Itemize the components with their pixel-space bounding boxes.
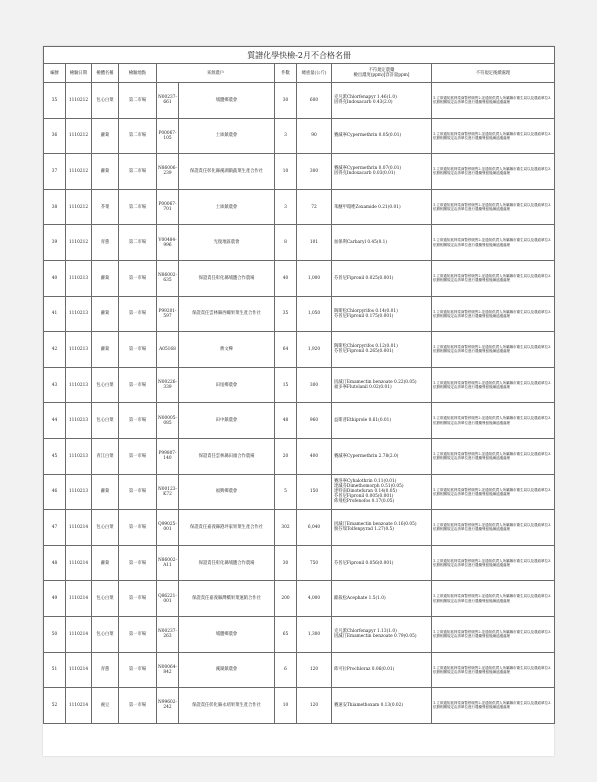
cell-disposition: 1.立即通知抵押菜商暫停販售2.並通知供貨人所屬縣市衛生局以及農政單位3.依據相關規定由該單位進行農藥殘留後續追蹤處理 xyxy=(432,367,555,403)
cell-disposition: 1.立即通知抵押菜商暫停販售2.並通知供貨人所屬縣市衛生局以及農政單位3.依據相關規定由該單位進行農藥殘留後續追蹤處理 xyxy=(432,688,555,724)
cell-disposition: 1.立即通知抵押菜商暫停販售2.並通知供貨人所屬縣市衛生局以及農政單位3.依據相關規定由該單位進行農藥殘留後續追蹤處理 xyxy=(432,189,555,225)
cell-no: 48 xyxy=(44,545,66,581)
cell-location: 第一市場 xyxy=(119,616,157,652)
cell-product: 豌豆 xyxy=(92,688,119,724)
cell-disposition: 1.立即通知抵押菜商暫停販售2.並通知供貨人所屬縣市衛生局以及農政單位3.依據相關規定由該單位進行農藥殘留後續追蹤處理 xyxy=(432,545,555,581)
cell-location: 第一市場 xyxy=(119,474,157,510)
cell-location: 第二市場 xyxy=(119,189,157,225)
cell-location: 第一市場 xyxy=(119,438,157,474)
cell-code: P99201-597 xyxy=(157,296,179,332)
cell-source: 保證責任彰化縣埔鹽合作農場 xyxy=(179,260,275,296)
header-action: 不符規定後續處理 xyxy=(432,64,555,83)
cell-disposition: 1.立即通知抵押菜商暫停販售2.並通知供貨人所屬縣市衛生局以及農政單位3.依據相關規定由該單位進行農藥殘留後續追蹤處理 xyxy=(432,403,555,439)
cell-code: P00067-701 xyxy=(157,189,179,225)
table-row xyxy=(44,403,555,439)
cell-date: 1110213 xyxy=(66,296,92,332)
cell-location: 第一市場 xyxy=(119,332,157,368)
cell-date: 1110213 xyxy=(66,438,92,474)
cell-weight: 750 xyxy=(297,545,332,581)
cell-count: 3 xyxy=(275,118,297,154)
drug-entry: 益斯普Ethiprole 0.61(0.01) xyxy=(334,418,392,424)
header-location: 檢驗地點 xyxy=(119,64,157,83)
table-row xyxy=(44,154,555,190)
cell-disposition: 1.立即通知抵押菜商暫停販售2.並通知供貨人所屬縣市衛生局以及農政單位3.依據相關規定由該單位進行農藥殘留後續追蹤處理 xyxy=(432,332,555,368)
drug-entry: 達滅芬Dimethomorph 0.51(0.05) xyxy=(334,484,404,490)
cell-date: 1110214 xyxy=(66,688,92,724)
drug-entry: 歐殺松Acephate 1.5(1.0) xyxy=(334,596,386,602)
header-drug-line2: 檢出濃度(ppm)[容許量ppm] xyxy=(353,73,410,78)
inspection-table xyxy=(43,46,555,724)
cell-source: 埔鹽鄉農會 xyxy=(179,616,275,652)
drug-entry: 加保利Carbaryl 0.45(0.1) xyxy=(334,240,388,246)
table-row xyxy=(44,260,555,296)
cell-weight: 300 xyxy=(297,367,332,403)
cell-source: 蔣文樺 xyxy=(179,332,275,368)
cell-no: 45 xyxy=(44,438,66,474)
cell-weight: 6,040 xyxy=(297,510,332,546)
cell-weight: 72 xyxy=(297,189,332,225)
table-header-row xyxy=(44,64,555,83)
cell-no: 49 xyxy=(44,581,66,617)
cell-count: 10 xyxy=(275,688,297,724)
cell-source: 保證責任嘉義縣港坪家果菜生產合作社 xyxy=(179,510,275,546)
cell-location: 第一市場 xyxy=(119,510,157,546)
cell-disposition: 1.立即通知抵押菜商暫停販售2.並通知供貨人所屬縣市衛生局以及農政單位3.依據相關規定由該單位進行農藥殘留後續追蹤處理 xyxy=(432,83,555,119)
cell-no: 36 xyxy=(44,118,66,154)
cell-date: 1110213 xyxy=(66,367,92,403)
cell-date: 1110214 xyxy=(66,581,92,617)
cell-date: 1110212 xyxy=(66,154,92,190)
cell-count: 30 xyxy=(275,83,297,119)
drug-entry: 陶斯松Chlorpyrifos 0.12(0.01) xyxy=(334,344,398,350)
cell-drugs xyxy=(332,332,432,368)
cell-no: 46 xyxy=(44,474,66,510)
cell-source: 保證責任雲林縣西螺果菜生產合作社 xyxy=(179,296,275,332)
cell-weight: 400 xyxy=(297,438,332,474)
table-row xyxy=(44,438,555,474)
table-row xyxy=(44,545,555,581)
cell-disposition: 1.立即通知抵押菜商暫停販售2.並通知供貨人所屬縣市衛生局以及農政單位3.依據相關規定由該單位進行農藥殘留後續追蹤處理 xyxy=(432,225,555,261)
cell-location: 第一市場 xyxy=(119,545,157,581)
cell-product: 包心白菜 xyxy=(92,616,119,652)
cell-no: 52 xyxy=(44,688,66,724)
cell-date: 1110214 xyxy=(66,545,92,581)
cell-location: 第一市場 xyxy=(119,581,157,617)
cell-weight: 1,000 xyxy=(297,260,332,296)
cell-weight: 1,920 xyxy=(297,332,332,368)
cell-source: 田中鎮農會 xyxy=(179,403,275,439)
cell-weight: 300 xyxy=(297,154,332,190)
header-drug-line1: 不符規定農藥 xyxy=(368,68,395,73)
cell-code: N99602-242 xyxy=(157,688,179,724)
header-no: 編號 xyxy=(44,64,66,83)
header-source: 來源農戶 xyxy=(157,64,275,83)
cell-drugs xyxy=(332,616,432,652)
cell-count: 65 xyxy=(275,616,297,652)
cell-source: 土庫鎮農會 xyxy=(179,189,275,225)
cell-date: 1110212 xyxy=(66,118,92,154)
cell-drugs xyxy=(332,581,432,617)
cell-count: 10 xyxy=(275,154,297,190)
document-page xyxy=(43,46,554,756)
drug-entry: 克凡派Chlorfenapyr 1.13(1.0) xyxy=(334,629,397,635)
cell-date: 1110213 xyxy=(66,403,92,439)
cell-drugs xyxy=(332,474,432,510)
cell-disposition: 1.立即通知抵押菜商暫停販售2.並通知供貨人所屬縣市衛生局以及農政單位3.依據相關規定由該單位進行農藥殘留後續追蹤處理 xyxy=(432,616,555,652)
drug-entry: 陶斯松Chlorpyrifos 0.14(0.01) xyxy=(334,308,398,314)
cell-product: 芥菜 xyxy=(92,189,119,225)
cell-no: 40 xyxy=(44,260,66,296)
cell-location: 第二市場 xyxy=(119,154,157,190)
cell-weight: 1,050 xyxy=(297,296,332,332)
cell-drugs xyxy=(332,688,432,724)
cell-location: 第一市場 xyxy=(119,260,157,296)
drug-entry: 賽滅寧Cypermethrin 0.05(0.01) xyxy=(334,133,402,139)
cell-product: 青蔥 xyxy=(92,652,119,688)
cell-code: Q99025-001 xyxy=(157,510,179,546)
cell-location: 第二市場 xyxy=(119,83,157,119)
cell-weight: 960 xyxy=(297,403,332,439)
cell-code: N00005-085 xyxy=(157,403,179,439)
cell-no: 44 xyxy=(44,403,66,439)
cell-source: 光復地區農會 xyxy=(179,225,275,261)
cell-location: 第一市場 xyxy=(119,367,157,403)
cell-product: 蘿蔔 xyxy=(92,332,119,368)
cell-location: 第一市場 xyxy=(119,296,157,332)
cell-code: N00123-K72 xyxy=(157,474,179,510)
cell-drugs xyxy=(332,367,432,403)
drug-entry: 賽滅寧Cypermethrin 2.78(2.0) xyxy=(334,453,399,459)
cell-drugs xyxy=(332,154,432,190)
header-weight: 總重量(公斤) xyxy=(297,64,332,83)
cell-weight: 120 xyxy=(297,688,332,724)
header-count: 件數 xyxy=(275,64,297,83)
cell-source: 溪湖鎮農會 xyxy=(179,652,275,688)
cell-count: 8 xyxy=(275,225,297,261)
cell-count: 3 xyxy=(275,189,297,225)
cell-drugs xyxy=(332,438,432,474)
cell-product: 蘿蔔 xyxy=(92,118,119,154)
drug-entry: 芬普尼Fipronil 0.175(0.001) xyxy=(334,313,394,319)
cell-code: N00237-661 xyxy=(157,83,179,119)
cell-source: 保證責任嘉義縣灣橋果菜運銷合作社 xyxy=(179,581,275,617)
cell-location: 第一市場 xyxy=(119,403,157,439)
cell-disposition: 1.立即通知抵押菜商暫停販售2.並通知供貨人所屬縣市衛生局以及農政單位3.依據相關規定由該單位進行農藥殘留後續追蹤處理 xyxy=(432,581,555,617)
cell-disposition: 1.立即通知抵押菜商暫停販售2.並通知供貨人所屬縣市衛生局以及農政單位3.依據相關規定由該單位進行農藥殘留後續追蹤處理 xyxy=(432,652,555,688)
cell-code: N86002-A11 xyxy=(157,545,179,581)
cell-count: 200 xyxy=(275,581,297,617)
cell-code: N00226-339 xyxy=(157,367,179,403)
drug-entry: 芬普尼Fipronil 0.005(0.001) xyxy=(334,494,394,500)
drug-entry: 克凡派Chlorfenapyr 1.46(1.0) xyxy=(334,95,397,101)
cell-location: 第一市場 xyxy=(119,652,157,688)
drug-entry: 佈飛松Profenofos 0.17(0.05) xyxy=(334,499,395,505)
drug-entry: 達特南Dinotefuran 0.14(0.05) xyxy=(334,489,397,495)
cell-product: 包心白菜 xyxy=(92,510,119,546)
cell-source: 保證責任彰化縣溪湖鎮蔬菜生產合作社 xyxy=(179,154,275,190)
cell-disposition: 1.立即通知抵押菜商暫停販售2.並通知供貨人所屬縣市衛生局以及農政單位3.依據相關規定由該單位進行農藥殘留後續追蹤處理 xyxy=(432,510,555,546)
cell-source: 埔鹽鄉農會 xyxy=(179,83,275,119)
cell-source: 土庫鎮農會 xyxy=(179,118,275,154)
cell-product: 蘿蔔 xyxy=(92,154,119,190)
cell-code: N00064-842 xyxy=(157,652,179,688)
cell-drugs xyxy=(332,118,432,154)
cell-disposition: 1.立即通知抵押菜商暫停販售2.並通知供貨人所屬縣市衛生局以及農政單位3.依據相關規定由該單位進行農藥殘留後續追蹤處理 xyxy=(432,260,555,296)
cell-product: 蘿蔔 xyxy=(92,296,119,332)
cell-no: 50 xyxy=(44,616,66,652)
drug-entry: 因得克Indoxacarb 0.43(2.0) xyxy=(334,100,393,106)
cell-date: 1110212 xyxy=(66,189,92,225)
cell-product: 蘿蔔 xyxy=(92,474,119,510)
cell-product: 包心白菜 xyxy=(92,581,119,617)
cell-weight: 90 xyxy=(297,118,332,154)
cell-date: 1110214 xyxy=(66,510,92,546)
drug-entry: 福多寧Flutolanil 0.02(0.01) xyxy=(334,385,392,391)
cell-date: 1110214 xyxy=(66,616,92,652)
cell-no: 43 xyxy=(44,367,66,403)
table-row xyxy=(44,652,555,688)
drug-entry: 因滅汀Emamectin benzoate 0.22(0.05) xyxy=(334,380,417,386)
cell-code: N86006-239 xyxy=(157,154,179,190)
cell-count: 15 xyxy=(275,367,297,403)
cell-source: 保證責任彰化縣埔鹽合作農場 xyxy=(179,545,275,581)
cell-weight: 150 xyxy=(297,474,332,510)
cell-source: 田尾鄉農會 xyxy=(179,367,275,403)
cell-disposition: 1.立即通知抵押菜商暫停販售2.並通知供貨人所屬縣市衛生局以及農政單位3.依據相關規定由該單位進行農藥殘留後續追蹤處理 xyxy=(432,438,555,474)
cell-product: 蘿蔔 xyxy=(92,260,119,296)
drug-entry: 芬普尼Fipronil 0.265(0.001) xyxy=(334,349,394,355)
drug-entry: 賽速安Thiamethoxam 0.13(0.02) xyxy=(334,702,404,708)
cell-date: 1110213 xyxy=(66,474,92,510)
cell-product: 包心白菜 xyxy=(92,403,119,439)
cell-disposition: 1.立即通知抵押菜商暫停販售2.並通知供貨人所屬縣市衛生局以及農政單位3.依據相關規定由該單位進行農藥殘留後續追蹤處理 xyxy=(432,296,555,332)
cell-location: 第一市場 xyxy=(119,688,157,724)
cell-count: 35 xyxy=(275,296,297,332)
drug-entry: 賽滅寧Cypermethrin 0.07(0.01) xyxy=(334,166,402,172)
cell-no: 35 xyxy=(44,83,66,119)
drug-entry: 佈可拉Prochloraz 0.06(0.01) xyxy=(334,667,395,673)
cell-count: 30 xyxy=(275,545,297,581)
cell-no: 39 xyxy=(44,225,66,261)
cell-source: 保證責任彰化縣永靖果菜生產合作社 xyxy=(179,688,275,724)
cell-no: 41 xyxy=(44,296,66,332)
table-row xyxy=(44,616,555,652)
cell-weight: 101 xyxy=(297,225,332,261)
table-row xyxy=(44,189,555,225)
table-row xyxy=(44,296,555,332)
cell-disposition: 1.立即通知抵押菜商暫停販售2.並通知供貨人所屬縣市衛生局以及農政單位3.依據相關規定由該單位進行農藥殘留後續追蹤處理 xyxy=(432,118,555,154)
cell-date: 1110213 xyxy=(66,260,92,296)
cell-drugs xyxy=(332,510,432,546)
cell-product: 包心白菜 xyxy=(92,367,119,403)
cell-drugs xyxy=(332,260,432,296)
cell-drugs xyxy=(332,296,432,332)
cell-date: 1110213 xyxy=(66,332,92,368)
cell-no: 38 xyxy=(44,189,66,225)
cell-weight: 1,300 xyxy=(297,616,332,652)
cell-code: P99807-140 xyxy=(157,438,179,474)
header-drug xyxy=(332,64,432,83)
table-row xyxy=(44,332,555,368)
cell-drugs xyxy=(332,403,432,439)
cell-count: 6 xyxy=(275,652,297,688)
cell-date: 1110212 xyxy=(66,225,92,261)
cell-date: 1110214 xyxy=(66,652,92,688)
table-row xyxy=(44,367,555,403)
cell-drugs xyxy=(332,189,432,225)
cell-source: 保證責任雲林縣田頭合作農場 xyxy=(179,438,275,474)
cell-code: A05168 xyxy=(157,332,179,368)
drug-entry: 因滅汀Emamectin benzoate 0.16(0.05) xyxy=(334,522,417,528)
cell-product: 青蔥 xyxy=(92,225,119,261)
cell-no: 51 xyxy=(44,652,66,688)
drug-entry: 芬普尼Fipronil 0.025(0.001) xyxy=(334,275,394,281)
cell-drugs xyxy=(332,545,432,581)
cell-no: 47 xyxy=(44,510,66,546)
cell-date: 1110212 xyxy=(66,83,92,119)
cell-no: 42 xyxy=(44,332,66,368)
cell-count: 48 xyxy=(275,403,297,439)
cell-product: 蘿蔔 xyxy=(92,545,119,581)
table-row xyxy=(44,688,555,724)
cell-count: 20 xyxy=(275,438,297,474)
cell-location: 第二市場 xyxy=(119,225,157,261)
header-date: 檢驗日期 xyxy=(66,64,92,83)
drug-entry: 因滅汀Emamectin benzoate 0.79(0.05) xyxy=(334,634,417,640)
cell-code: N00237-263 xyxy=(157,616,179,652)
cell-count: 302 xyxy=(275,510,297,546)
drug-entry: 芬普尼Fipronil 0.056(0.001) xyxy=(334,560,394,566)
cell-count: 5 xyxy=(275,474,297,510)
cell-drugs xyxy=(332,225,432,261)
cell-disposition: 1.立即通知抵押菜商暫停販售2.並通知供貨人所屬縣市衛生局以及農政單位3.依據相關規定由該單位進行農藥殘留後續追蹤處理 xyxy=(432,474,555,510)
cell-product: 包心白菜 xyxy=(92,83,119,119)
cell-no: 37 xyxy=(44,154,66,190)
table-row xyxy=(44,474,555,510)
table-row xyxy=(44,581,555,617)
table-row xyxy=(44,83,555,119)
cell-weight: 120 xyxy=(297,652,332,688)
table-row xyxy=(44,510,555,546)
table-row xyxy=(44,118,555,154)
cell-code: V00484-996 xyxy=(157,225,179,261)
drug-entry: 賽洛寧Cyhalothrin 0.11(0.01) xyxy=(334,479,397,485)
table-row xyxy=(44,225,555,261)
cell-count: 64 xyxy=(275,332,297,368)
cell-weight: 4,000 xyxy=(297,581,332,617)
cell-code: N86002-635 xyxy=(157,260,179,296)
cell-drugs xyxy=(332,83,432,119)
cell-location: 第二市場 xyxy=(119,118,157,154)
cell-source: 福興鄉農會 xyxy=(179,474,275,510)
cell-code: Q86221-001 xyxy=(157,581,179,617)
cell-drugs xyxy=(332,652,432,688)
header-product: 檢體名稱 xyxy=(92,64,119,83)
drug-entry: 脫芬瑞Tolfenpyrad 1.27(0.5) xyxy=(334,527,394,533)
cell-code: P00067-105 xyxy=(157,118,179,154)
cell-disposition: 1.立即通知抵押菜商暫停販售2.並通知供貨人所屬縣市衛生局以及農政單位3.依據相關規定由該單位進行農藥殘留後續追蹤處理 xyxy=(432,154,555,190)
cell-product: 青江白菜 xyxy=(92,438,119,474)
page-title: 質譜化學快檢-2月不合格名冊 xyxy=(44,47,555,64)
drug-entry: 苯醚甲環唑Zoxamide 0.21(0.01) xyxy=(334,204,401,210)
drug-entry: 因得克Indoxacarb 0.03(0.01) xyxy=(334,171,396,177)
cell-count: 40 xyxy=(275,260,297,296)
cell-weight: 600 xyxy=(297,83,332,119)
